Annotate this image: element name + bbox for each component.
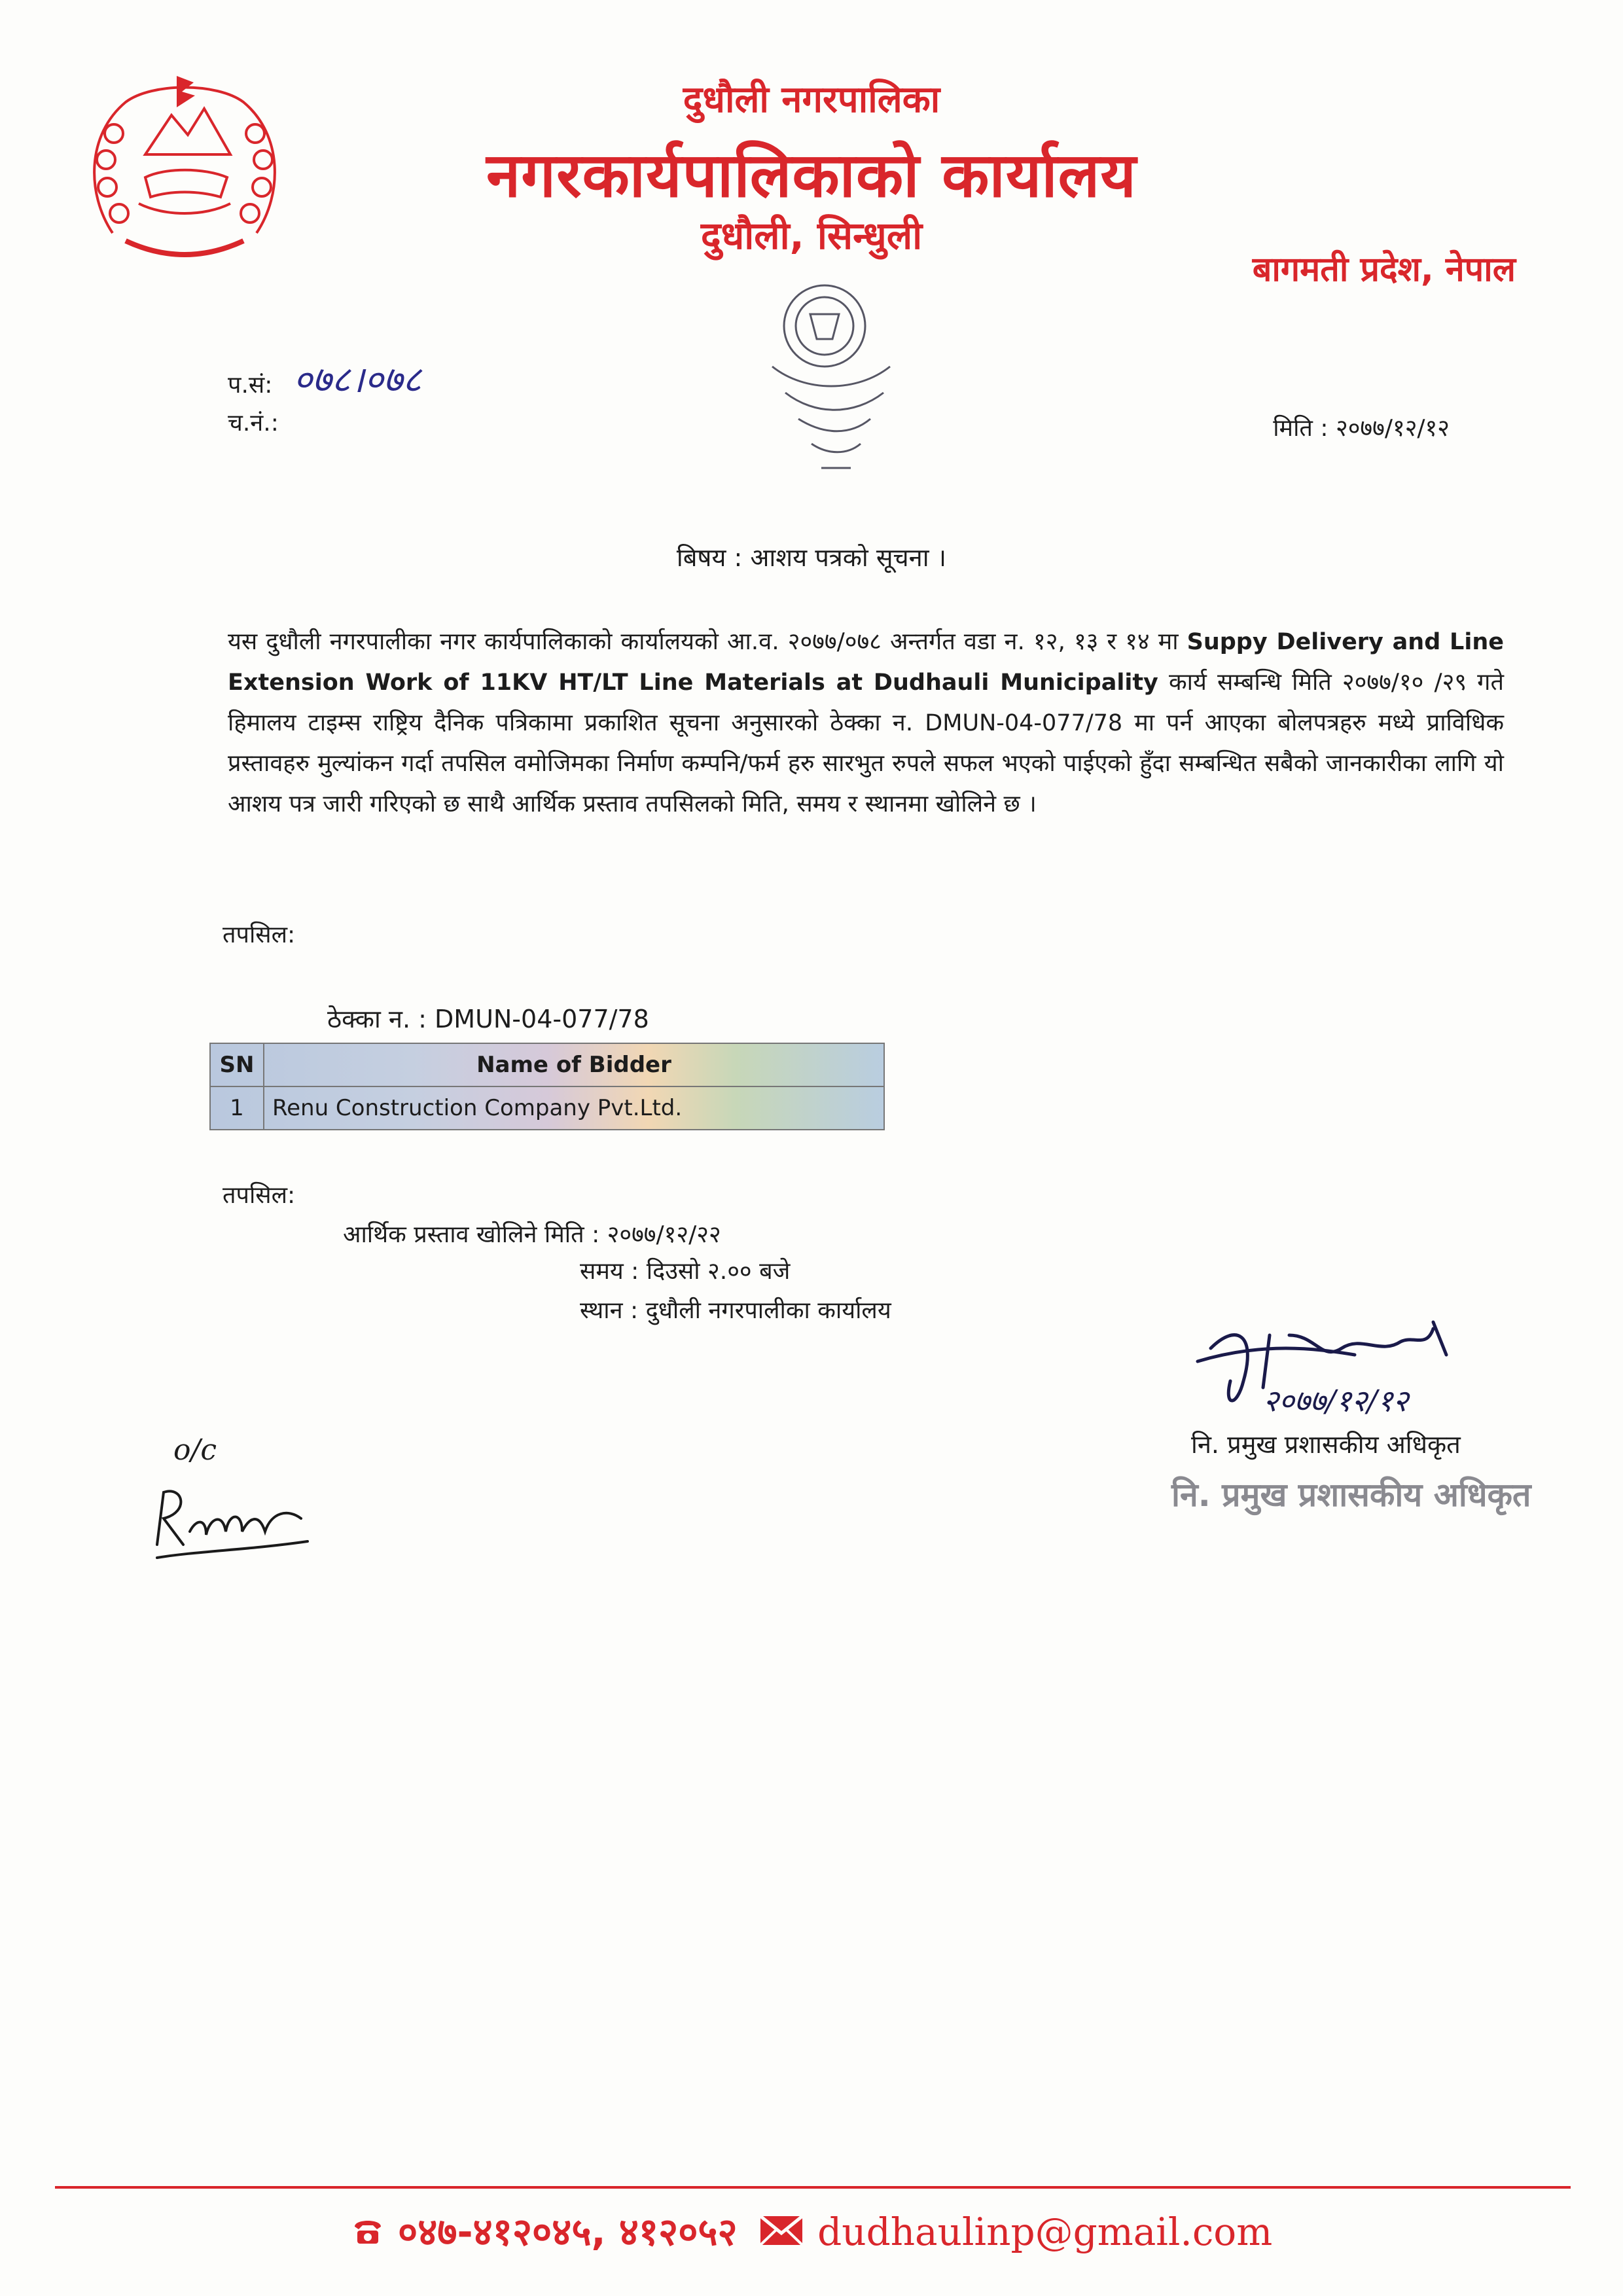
table-row	[210, 1086, 884, 1130]
financial-opening-date: आर्थिक प्रस्ताव खोलिने मिति : २०७७/१२/२२	[343, 1221, 721, 1248]
schedule-label-2: तपसिल:	[223, 1182, 296, 1209]
table-header-row	[210, 1043, 884, 1086]
letter-date	[1273, 411, 1450, 443]
signature-date: २०७७/१२/१२	[1263, 1383, 1409, 1418]
opening-place: स्थान : दुधौली नगरपालीका कार्यालय	[580, 1297, 891, 1324]
row-sn: 1	[210, 1086, 264, 1130]
schedule-label: तपसिल:	[223, 922, 296, 948]
phone-icon	[351, 2212, 385, 2257]
province-name: बागमती प्रदेश, नेपाल	[1252, 250, 1516, 289]
dispatch-number-label: च.नं.:	[228, 410, 279, 437]
office-seal-icon	[694, 268, 969, 504]
oc-note: o/c	[173, 1433, 217, 1467]
office-address: दुधौली, सिन्धुली	[700, 213, 923, 258]
signer-title: नि. प्रमुख प्रशासकीय अधिकृत	[1191, 1430, 1461, 1459]
date-label: मिति :	[1273, 415, 1329, 442]
office-title: नगरकार्यपालिकाको कार्यालय	[486, 140, 1137, 211]
contract-line: ठेक्का न. : DMUN-04-077/78	[327, 1005, 649, 1033]
body-conclusion: मा पर्न आएका बोलपत्रहरु मध्ये प्राविधिक प्रस्तावहरु मुल्यांकन गर्दा तपसिल वमोजिमका निर्माण कम्पनि/फर्म हरु सारभुत रुपले सफल भएको पाईएको हुँदा सम्बन्धित सबैको जानकारीका लागि यो आशय पत्र जारी गरिएको छ साथै आर्थिक प्रस्ताव तपसिलको मिति, समय र स्थानमा खोलिने छ ।	[228, 709, 1504, 817]
footer-contact	[0, 2204, 1623, 2257]
municipality-name: दुधौली नगरपालिका	[683, 79, 940, 121]
initials-signature-icon	[144, 1473, 327, 1564]
opening-time: समय : दिउसो २.०० बजे	[580, 1258, 791, 1285]
letter-subject: बिषय : आशय पत्रको सूचना ।	[676, 543, 947, 572]
letter-body	[228, 622, 1504, 825]
signer-title-stamp: नि. प्रमुख प्रशासकीय अधिकृत	[1171, 1476, 1531, 1514]
reference-number: ०७८।०७८	[293, 359, 421, 401]
footer-phone: ०४७-४१२०४५, ४१२०५२	[397, 2210, 738, 2254]
mail-icon	[758, 2212, 804, 2257]
column-header-bidder: Name of Bidder	[264, 1043, 884, 1086]
date-value: २०७७/१२/१२	[1335, 415, 1450, 442]
footer-email: dudhaulinp@gmail.com	[817, 2210, 1273, 2254]
column-header-sn: SN	[210, 1043, 264, 1086]
body-intro: यस दुधौली नगरपालीका नगर कार्यपालिकाको कार्यालयको आ.व. २०७७/०७८ अन्तर्गत वडा न. १२, १३ र १४ मा	[228, 628, 1179, 655]
bidder-table	[209, 1043, 885, 1130]
contract-number: DMUN-04-077/78	[925, 710, 1123, 736]
footer-divider	[55, 2186, 1571, 2189]
project-title: Suppy Delivery and Line Extension Work of 11KV HT/LT Line Materials at Dudhauli Municipality	[228, 629, 1505, 696]
body-reference: कार्य सम्बन्धि मिति २०७७/१० /२९ गते हिमालय टाइम्स राष्ट्रिय दैनिक पत्रिकामा प्रकाशित सूचना अनुसारको ठेक्का न.	[228, 669, 1504, 736]
row-bidder-name: Renu Construction Company Pvt.Ltd.	[264, 1086, 884, 1130]
reference-label: प.सं:	[228, 372, 273, 399]
